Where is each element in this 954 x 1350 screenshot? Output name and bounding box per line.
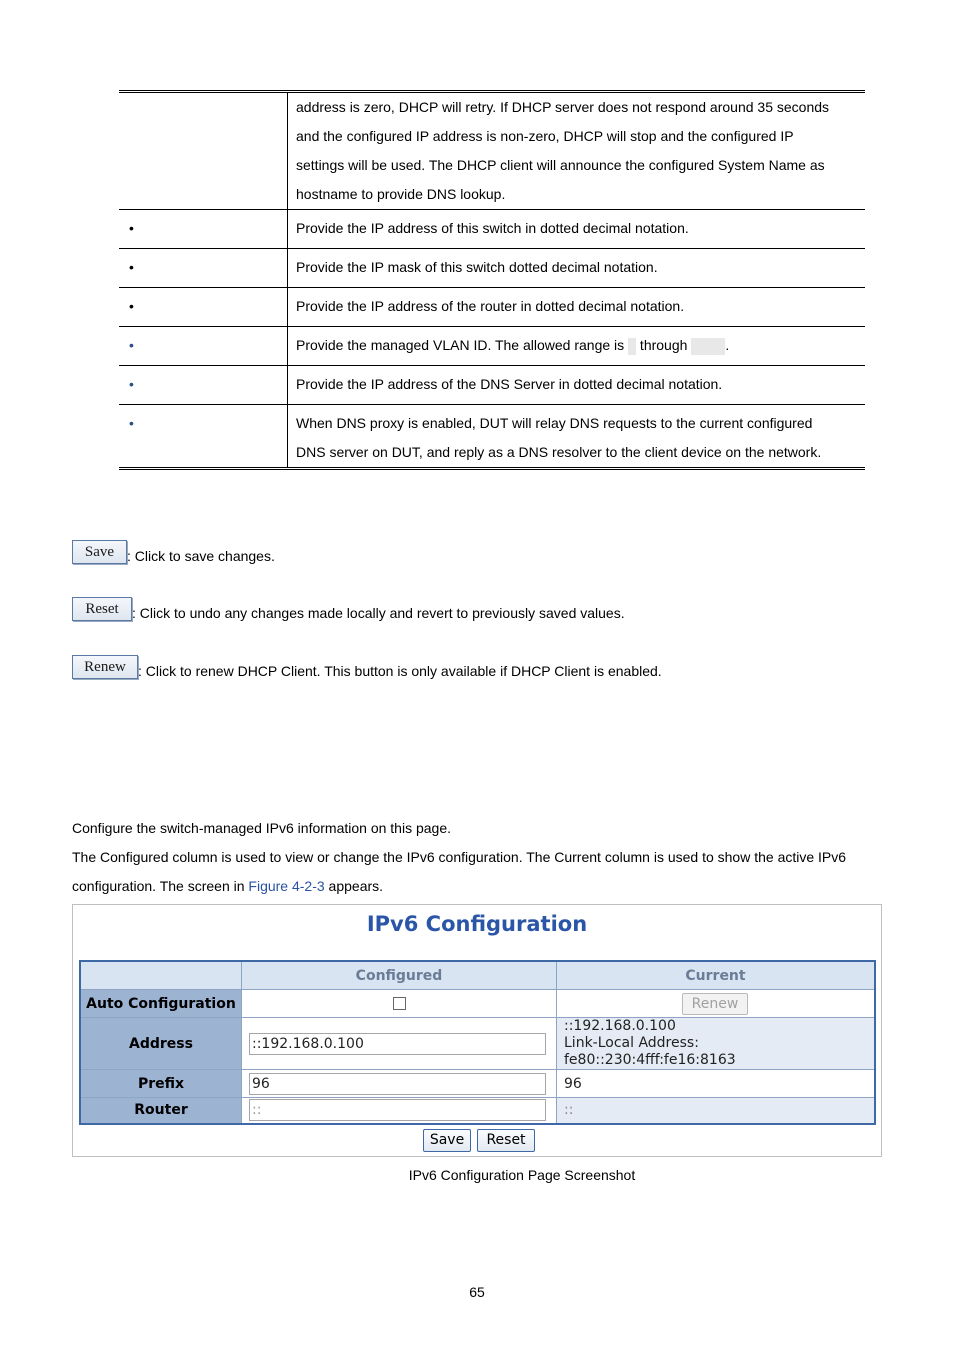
description-line: Provide the IP address of the router in dotted decimal notation. bbox=[296, 298, 685, 314]
auto-config-label: Auto Configuration bbox=[80, 990, 242, 1018]
bullet-icon: • bbox=[129, 376, 134, 392]
renew-help-text: : Click to renew DHCP Client. This button is only available if DHCP Client is enabled. bbox=[138, 663, 662, 679]
intro-line-1: Configure the switch-managed IPv6 information on this page. bbox=[72, 820, 451, 836]
router-current: :: bbox=[557, 1098, 876, 1124]
parameter-name-cell bbox=[119, 405, 288, 469]
intro-text: configuration. The screen in bbox=[72, 878, 249, 894]
parameter-name-cell bbox=[119, 210, 288, 249]
bullet-icon: • bbox=[129, 220, 134, 236]
address-input[interactable]: ::192.168.0.100 bbox=[249, 1033, 546, 1055]
router-label: Router bbox=[80, 1098, 242, 1124]
parameter-description-cell bbox=[288, 249, 866, 288]
save-help-line bbox=[72, 540, 275, 564]
parameter-description-cell bbox=[288, 288, 866, 327]
ipv6-config-table bbox=[79, 960, 876, 1125]
address-current bbox=[557, 1018, 876, 1070]
parameter-name-cell bbox=[119, 327, 288, 366]
address-cell bbox=[242, 1018, 557, 1070]
parameter-description-cell bbox=[288, 366, 866, 405]
description-line: Provide the IP address of the DNS Server in dotted decimal notation. bbox=[296, 376, 723, 392]
description-line: settings will be used. The DHCP client will announce the configured System Name as bbox=[296, 157, 825, 173]
bullet-icon: • bbox=[129, 259, 134, 275]
description-line: When DNS proxy is enabled, DUT will relay DNS requests to the current configured bbox=[296, 415, 813, 431]
table-row bbox=[119, 249, 865, 288]
figure-caption: IPv6 Configuration Page Screenshot bbox=[408, 1167, 636, 1183]
parameter-table bbox=[119, 90, 865, 470]
reset-help-line bbox=[72, 597, 625, 621]
address-current-value: ::192.168.0.100 bbox=[564, 1018, 676, 1034]
renew-button[interactable]: Renew bbox=[682, 993, 748, 1015]
description-line: and the configured IP address is non-zero, DHCP will stop and the configured IP bbox=[296, 128, 794, 144]
table-row bbox=[119, 92, 865, 210]
auto-config-checkbox[interactable] bbox=[393, 997, 406, 1010]
parameter-description-cell bbox=[288, 327, 866, 366]
parameter-description-cell bbox=[288, 210, 866, 249]
parameter-name-cell bbox=[119, 288, 288, 327]
description-line: DNS server on DUT, and reply as a DNS resolver to the client device on the network. bbox=[296, 444, 822, 460]
figure-link[interactable]: Figure 4-2-3 bbox=[248, 878, 325, 894]
header-configured: Configured bbox=[242, 961, 557, 990]
renew-button-image: Renew bbox=[72, 655, 138, 679]
intro-text-end: appears. bbox=[324, 878, 384, 894]
prefix-current: 96 bbox=[557, 1070, 876, 1098]
link-local-address: Link-Local Address: fe80::230:4fff:fe16:8163 bbox=[564, 1035, 736, 1068]
table-row bbox=[119, 288, 865, 327]
auto-config-current bbox=[557, 990, 876, 1018]
table-row bbox=[119, 210, 865, 249]
router-cell bbox=[242, 1098, 557, 1124]
vlan-min-shade bbox=[628, 338, 636, 355]
bullet-icon: • bbox=[129, 298, 134, 314]
router-input[interactable]: :: bbox=[249, 1099, 546, 1121]
description-line: hostname to provide DNS lookup. bbox=[296, 186, 506, 202]
save-help-text: : Click to save changes. bbox=[127, 548, 275, 564]
parameter-description-cell bbox=[288, 405, 866, 469]
ipv6-config-screenshot bbox=[72, 904, 882, 1157]
reset-help-text: : Click to undo any changes made locally and revert to previously saved values. bbox=[132, 605, 625, 621]
auto-config-cell bbox=[242, 990, 557, 1018]
bullet-icon: • bbox=[129, 415, 134, 431]
table-row bbox=[119, 366, 865, 405]
save-button[interactable]: Save bbox=[423, 1129, 471, 1152]
intro-line-2: The Configured column is used to view or change the IPv6 configuration. The Current column is used to show the active IPv6 bbox=[72, 849, 847, 865]
parameter-name-cell bbox=[119, 92, 288, 210]
table-row bbox=[119, 327, 865, 366]
table-row bbox=[119, 405, 865, 469]
page-number: 65 bbox=[469, 1284, 485, 1300]
save-button-image: Save bbox=[72, 540, 127, 564]
parameter-name-cell bbox=[119, 249, 288, 288]
vlan-max-shade bbox=[691, 338, 725, 355]
bullet-icon: • bbox=[129, 337, 134, 353]
header-blank bbox=[80, 961, 242, 990]
description-line: Provide the IP address of this switch in dotted decimal notation. bbox=[296, 220, 689, 236]
header-current: Current bbox=[557, 961, 876, 990]
parameter-name-cell bbox=[119, 366, 288, 405]
reset-button-image: Reset bbox=[72, 597, 132, 621]
prefix-input[interactable]: 96 bbox=[249, 1073, 546, 1095]
prefix-cell bbox=[242, 1070, 557, 1098]
vlan-description: Provide the managed VLAN ID. The allowed range is through . bbox=[296, 337, 730, 353]
description-line: Provide the IP mask of this switch dotted decimal notation. bbox=[296, 259, 658, 275]
prefix-label: Prefix bbox=[80, 1070, 242, 1098]
reset-button[interactable]: Reset bbox=[477, 1129, 535, 1152]
renew-help-line bbox=[72, 655, 662, 679]
intro-line-3 bbox=[72, 878, 383, 894]
address-label: Address bbox=[80, 1018, 242, 1070]
screenshot-title: IPv6 Configuration bbox=[366, 912, 588, 936]
description-line: address is zero, DHCP will retry. If DHCP server does not respond around 35 seconds bbox=[296, 99, 830, 115]
parameter-description-cell bbox=[288, 92, 866, 210]
